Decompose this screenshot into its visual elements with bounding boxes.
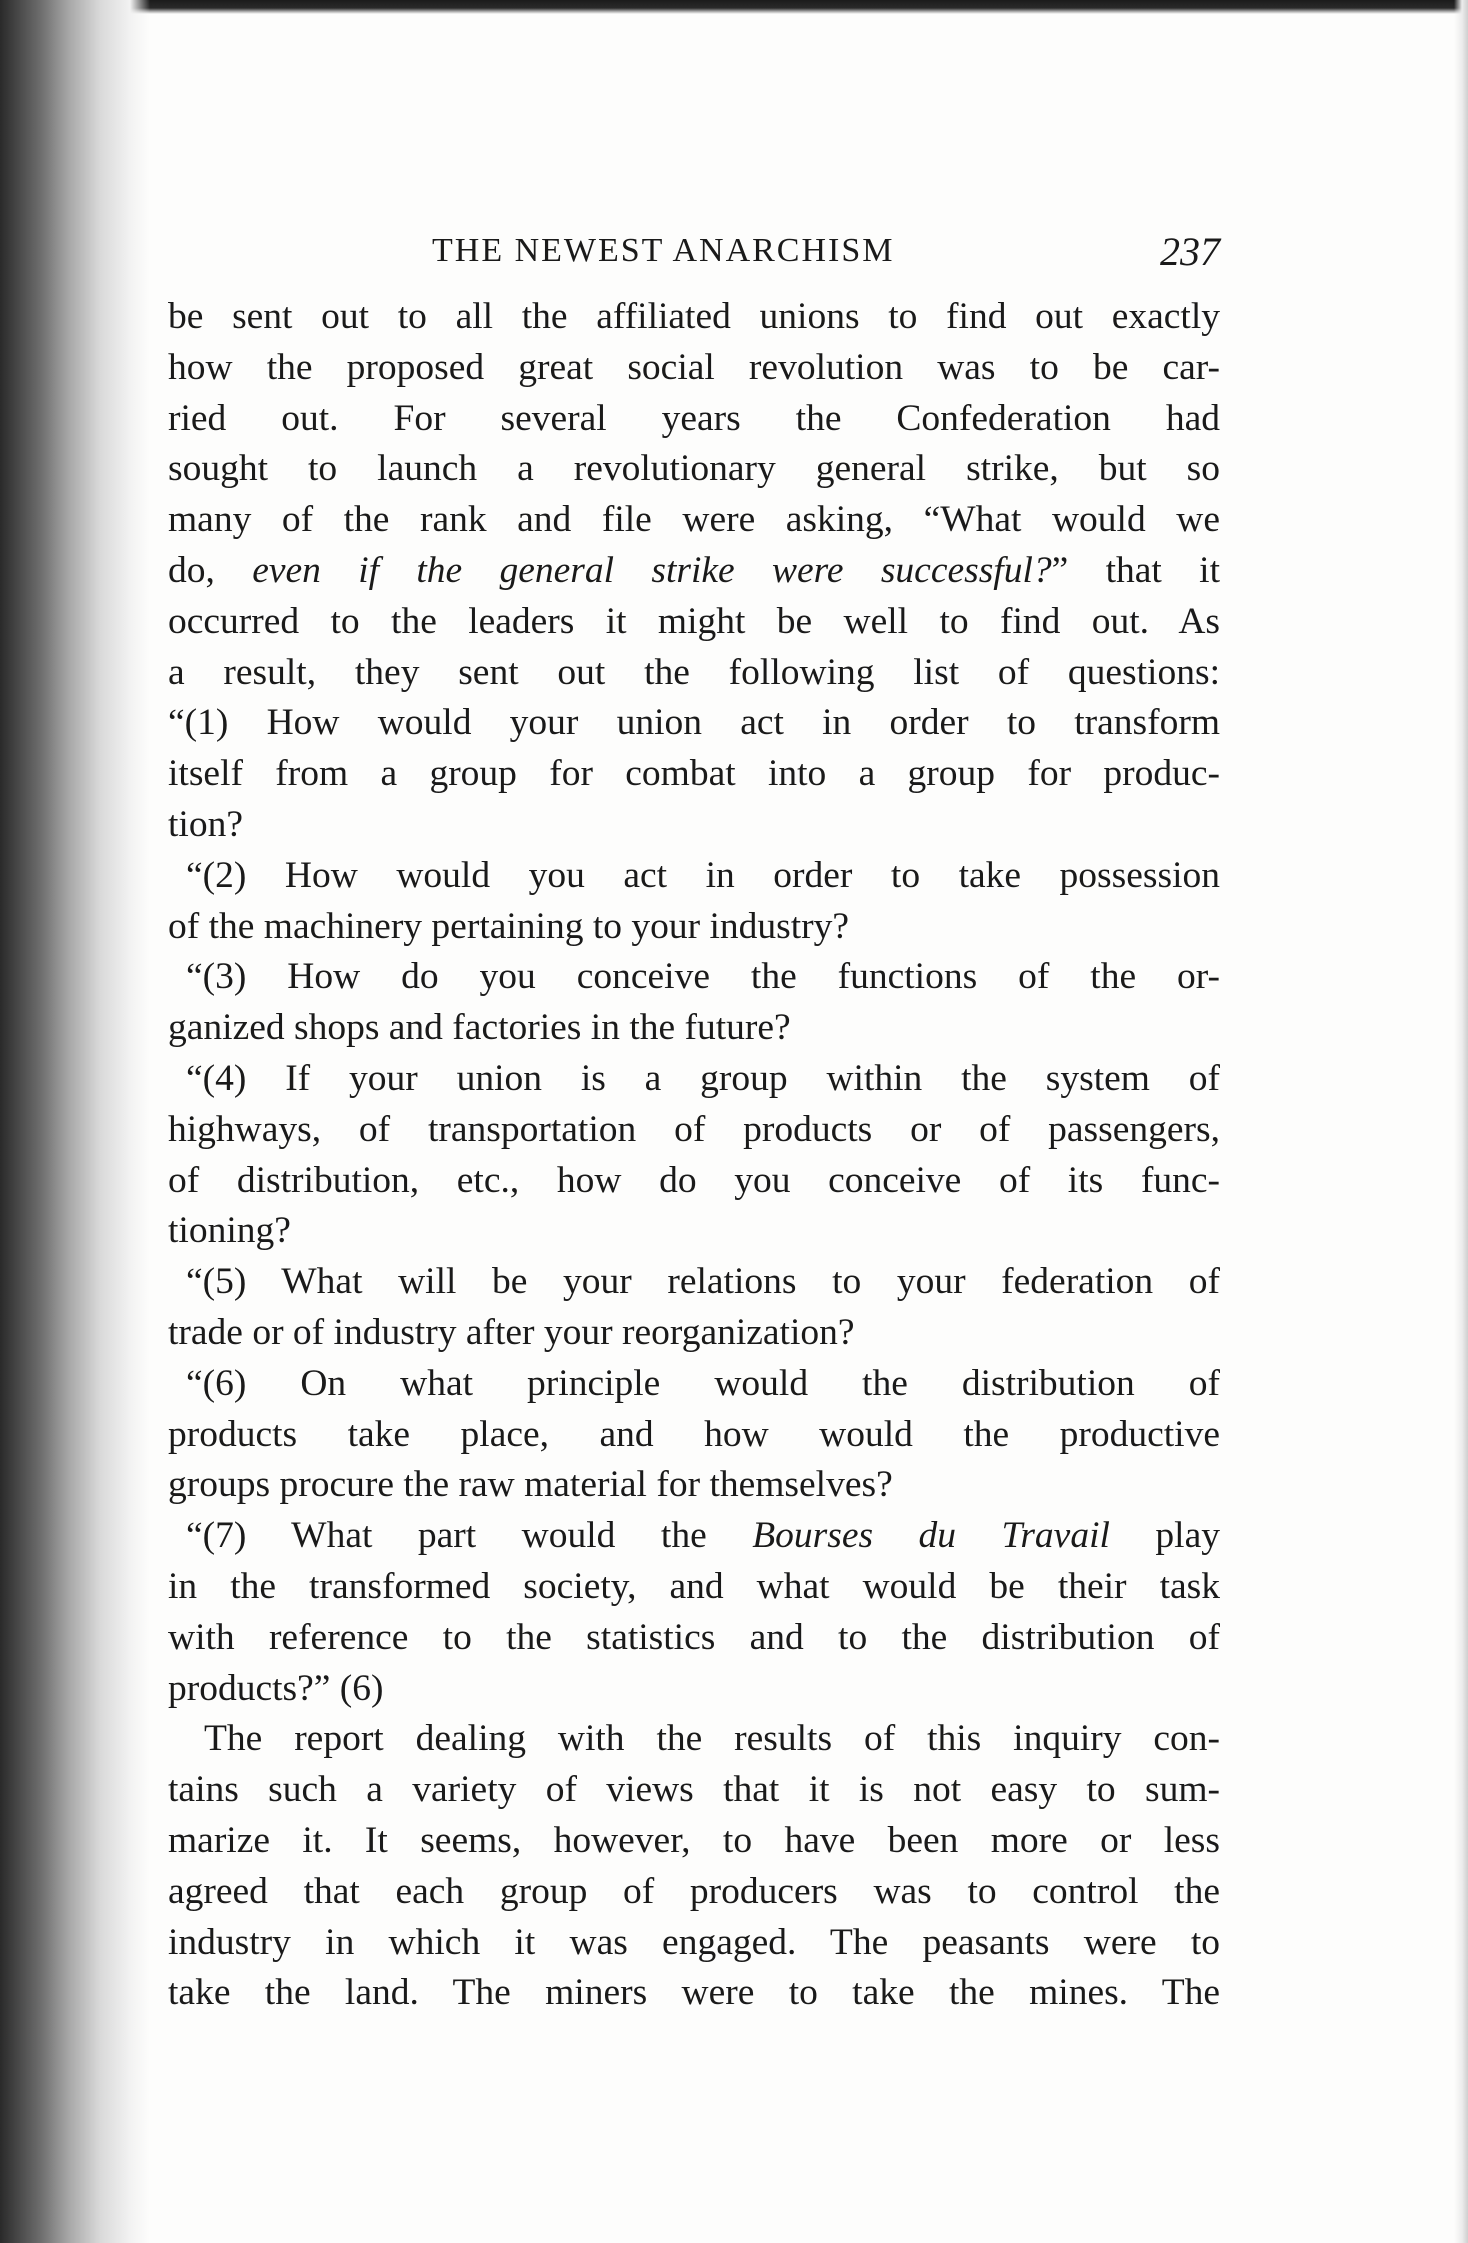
- text-line: of the machinery pertaining to your industry?: [168, 905, 850, 947]
- text-line: be sent out to all the affiliated unions to find out exactly: [168, 296, 1220, 337]
- text-line: in the transformed society, and what would be their task: [168, 1565, 1220, 1607]
- text-line: take the land. The miners were to take the mines. The: [168, 1972, 1220, 2014]
- italic-phrase: even if the general strike were successful?: [252, 549, 1052, 591]
- text-line: of distribution, etc., how do you conceive of its func-: [168, 1159, 1220, 1201]
- text-line: industry in which it was engaged. The peasants were to: [168, 1921, 1220, 1963]
- text-line: “(6) On what principle would the distribution of: [186, 1362, 1220, 1404]
- text-line: “(2) How would you act in order to take possession: [186, 854, 1220, 896]
- text-line: tains such a variety of views that it is not easy to sum-: [168, 1769, 1220, 1811]
- text-line: highways, of transportation of products or of passengers,: [168, 1108, 1220, 1150]
- page-right-edge: [1454, 0, 1468, 2243]
- text-line: tioning?: [168, 1210, 291, 1252]
- text-line: a result, they sent out the following list of questions:: [168, 651, 1220, 693]
- text-line: “(1) How would your union act in order to transform: [168, 702, 1220, 744]
- text-line: ried out. For several years the Confederation had: [168, 397, 1220, 439]
- text-line: how the proposed great social revolution was to be car-: [168, 346, 1220, 388]
- text-line: sought to launch a revolutionary general strike, but so: [168, 448, 1220, 490]
- page-top-edge: [0, 0, 1468, 14]
- text-line: groups procure the raw material for themselves?: [168, 1464, 893, 1506]
- italic-phrase: Bourses du Travail: [752, 1515, 1110, 1557]
- text-line: “(7) What part would the Bourses du Travail play: [186, 1515, 1220, 1557]
- text-line: with reference to the statistics and to the distribution of: [168, 1616, 1220, 1658]
- text-line: “(3) How do you conceive the functions of the or-: [186, 956, 1220, 998]
- text-line: trade or of industry after your reorganization?: [168, 1311, 855, 1353]
- running-head-title: THE NEWEST ANARCHISM: [432, 232, 895, 269]
- text-line: tion?: [168, 803, 243, 845]
- text-line: products take place, and how would the productive: [168, 1413, 1220, 1455]
- text-line: marize it. It seems, however, to have been more or less: [168, 1819, 1220, 1861]
- text-line: ganized shops and factories in the future?: [168, 1007, 791, 1049]
- text-line: “(5) What will be your relations to your federation of: [186, 1261, 1220, 1303]
- page-number: 237: [1160, 229, 1220, 274]
- text-line: “(4) If your union is a group within the system of: [186, 1057, 1220, 1099]
- running-head: [170, 228, 1220, 278]
- binding-shadow: [0, 0, 150, 2243]
- text-line: The report dealing with the results of this inquiry con-: [204, 1718, 1220, 1760]
- text-line: agreed that each group of producers was to control the: [168, 1870, 1220, 1912]
- text-line: occurred to the leaders it might be well to find out. As: [168, 600, 1220, 642]
- text-line: products?” (6): [168, 1667, 384, 1709]
- text-line: many of the rank and file were asking, “What would we: [168, 499, 1220, 541]
- body-text: [168, 292, 1220, 2019]
- text-line: itself from a group for combat into a group for produc-: [168, 753, 1220, 795]
- text-line: do, even if the general strike were successful?” that it: [168, 549, 1220, 591]
